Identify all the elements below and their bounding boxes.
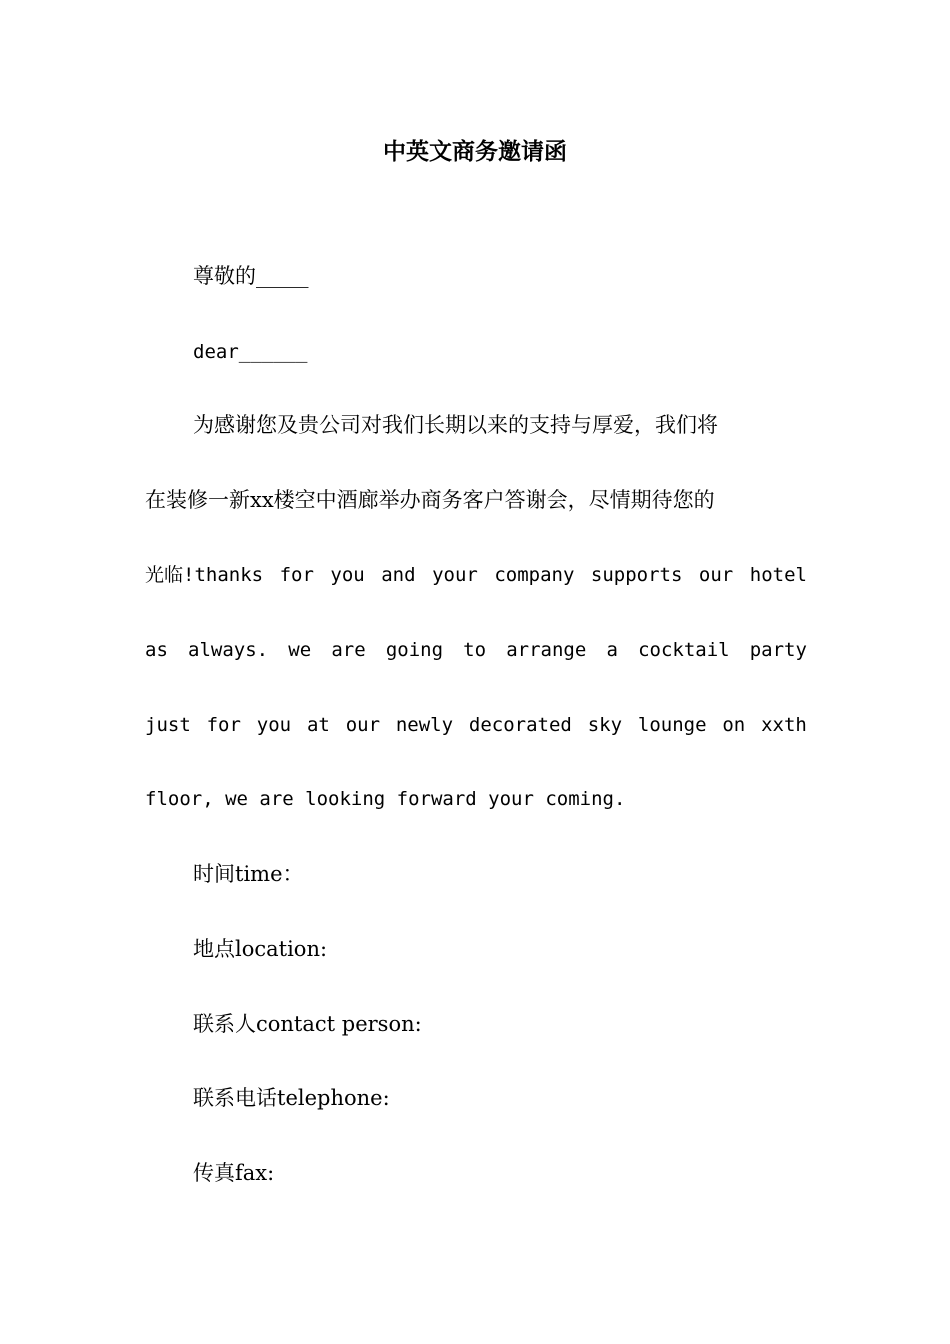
word: sky [587, 714, 623, 736]
word: you [330, 564, 365, 586]
word: always. [188, 639, 269, 661]
word: and [381, 564, 416, 586]
word: xxth [761, 714, 807, 736]
body-line-6: floor, we are looking forward your coming. [145, 788, 626, 810]
word: at [306, 714, 330, 736]
field-contact-person: 联系人contact person: [193, 1012, 422, 1036]
word: are [331, 639, 366, 661]
word: our [698, 564, 734, 586]
word: newly [395, 714, 454, 736]
body-line-4 [145, 635, 807, 665]
salutation-english: dear______ [193, 341, 308, 363]
word: hotel [749, 564, 807, 586]
word: as [145, 639, 168, 661]
word: going [385, 639, 444, 661]
word: for [279, 564, 314, 586]
word: decorated [468, 714, 572, 736]
word: arrange [506, 639, 587, 661]
field-fax: 传真fax: [193, 1161, 275, 1185]
word: a [606, 639, 618, 661]
body-line-1: 为感谢您及贵公司对我们长期以来的支持与厚爱，我们将 [193, 413, 718, 437]
body-line-3 [145, 560, 807, 590]
word: we [288, 639, 312, 661]
word: cocktail [638, 639, 730, 661]
word: to [463, 639, 487, 661]
word: for [206, 714, 241, 736]
word: you [256, 714, 292, 736]
word: company [494, 564, 575, 586]
word: just [145, 714, 191, 736]
salutation-chinese: 尊敬的_____ [193, 264, 309, 288]
field-telephone: 联系电话telephone: [193, 1086, 390, 1110]
document-title: 中英文商务邀请函 [383, 138, 567, 165]
body-line-5 [145, 710, 807, 740]
word: your [432, 564, 478, 586]
field-location: 地点location: [193, 937, 328, 961]
word: 光临!thanks [145, 564, 264, 586]
word: supports [590, 564, 683, 586]
body-line-2: 在装修一新xx楼空中酒廊举办商务客户答谢会，尽情期待您的 [145, 488, 715, 512]
field-time: 时间time： [193, 862, 304, 886]
word: on [722, 714, 746, 736]
word: party [749, 639, 807, 661]
word: lounge [637, 714, 707, 736]
word: our [345, 714, 381, 736]
